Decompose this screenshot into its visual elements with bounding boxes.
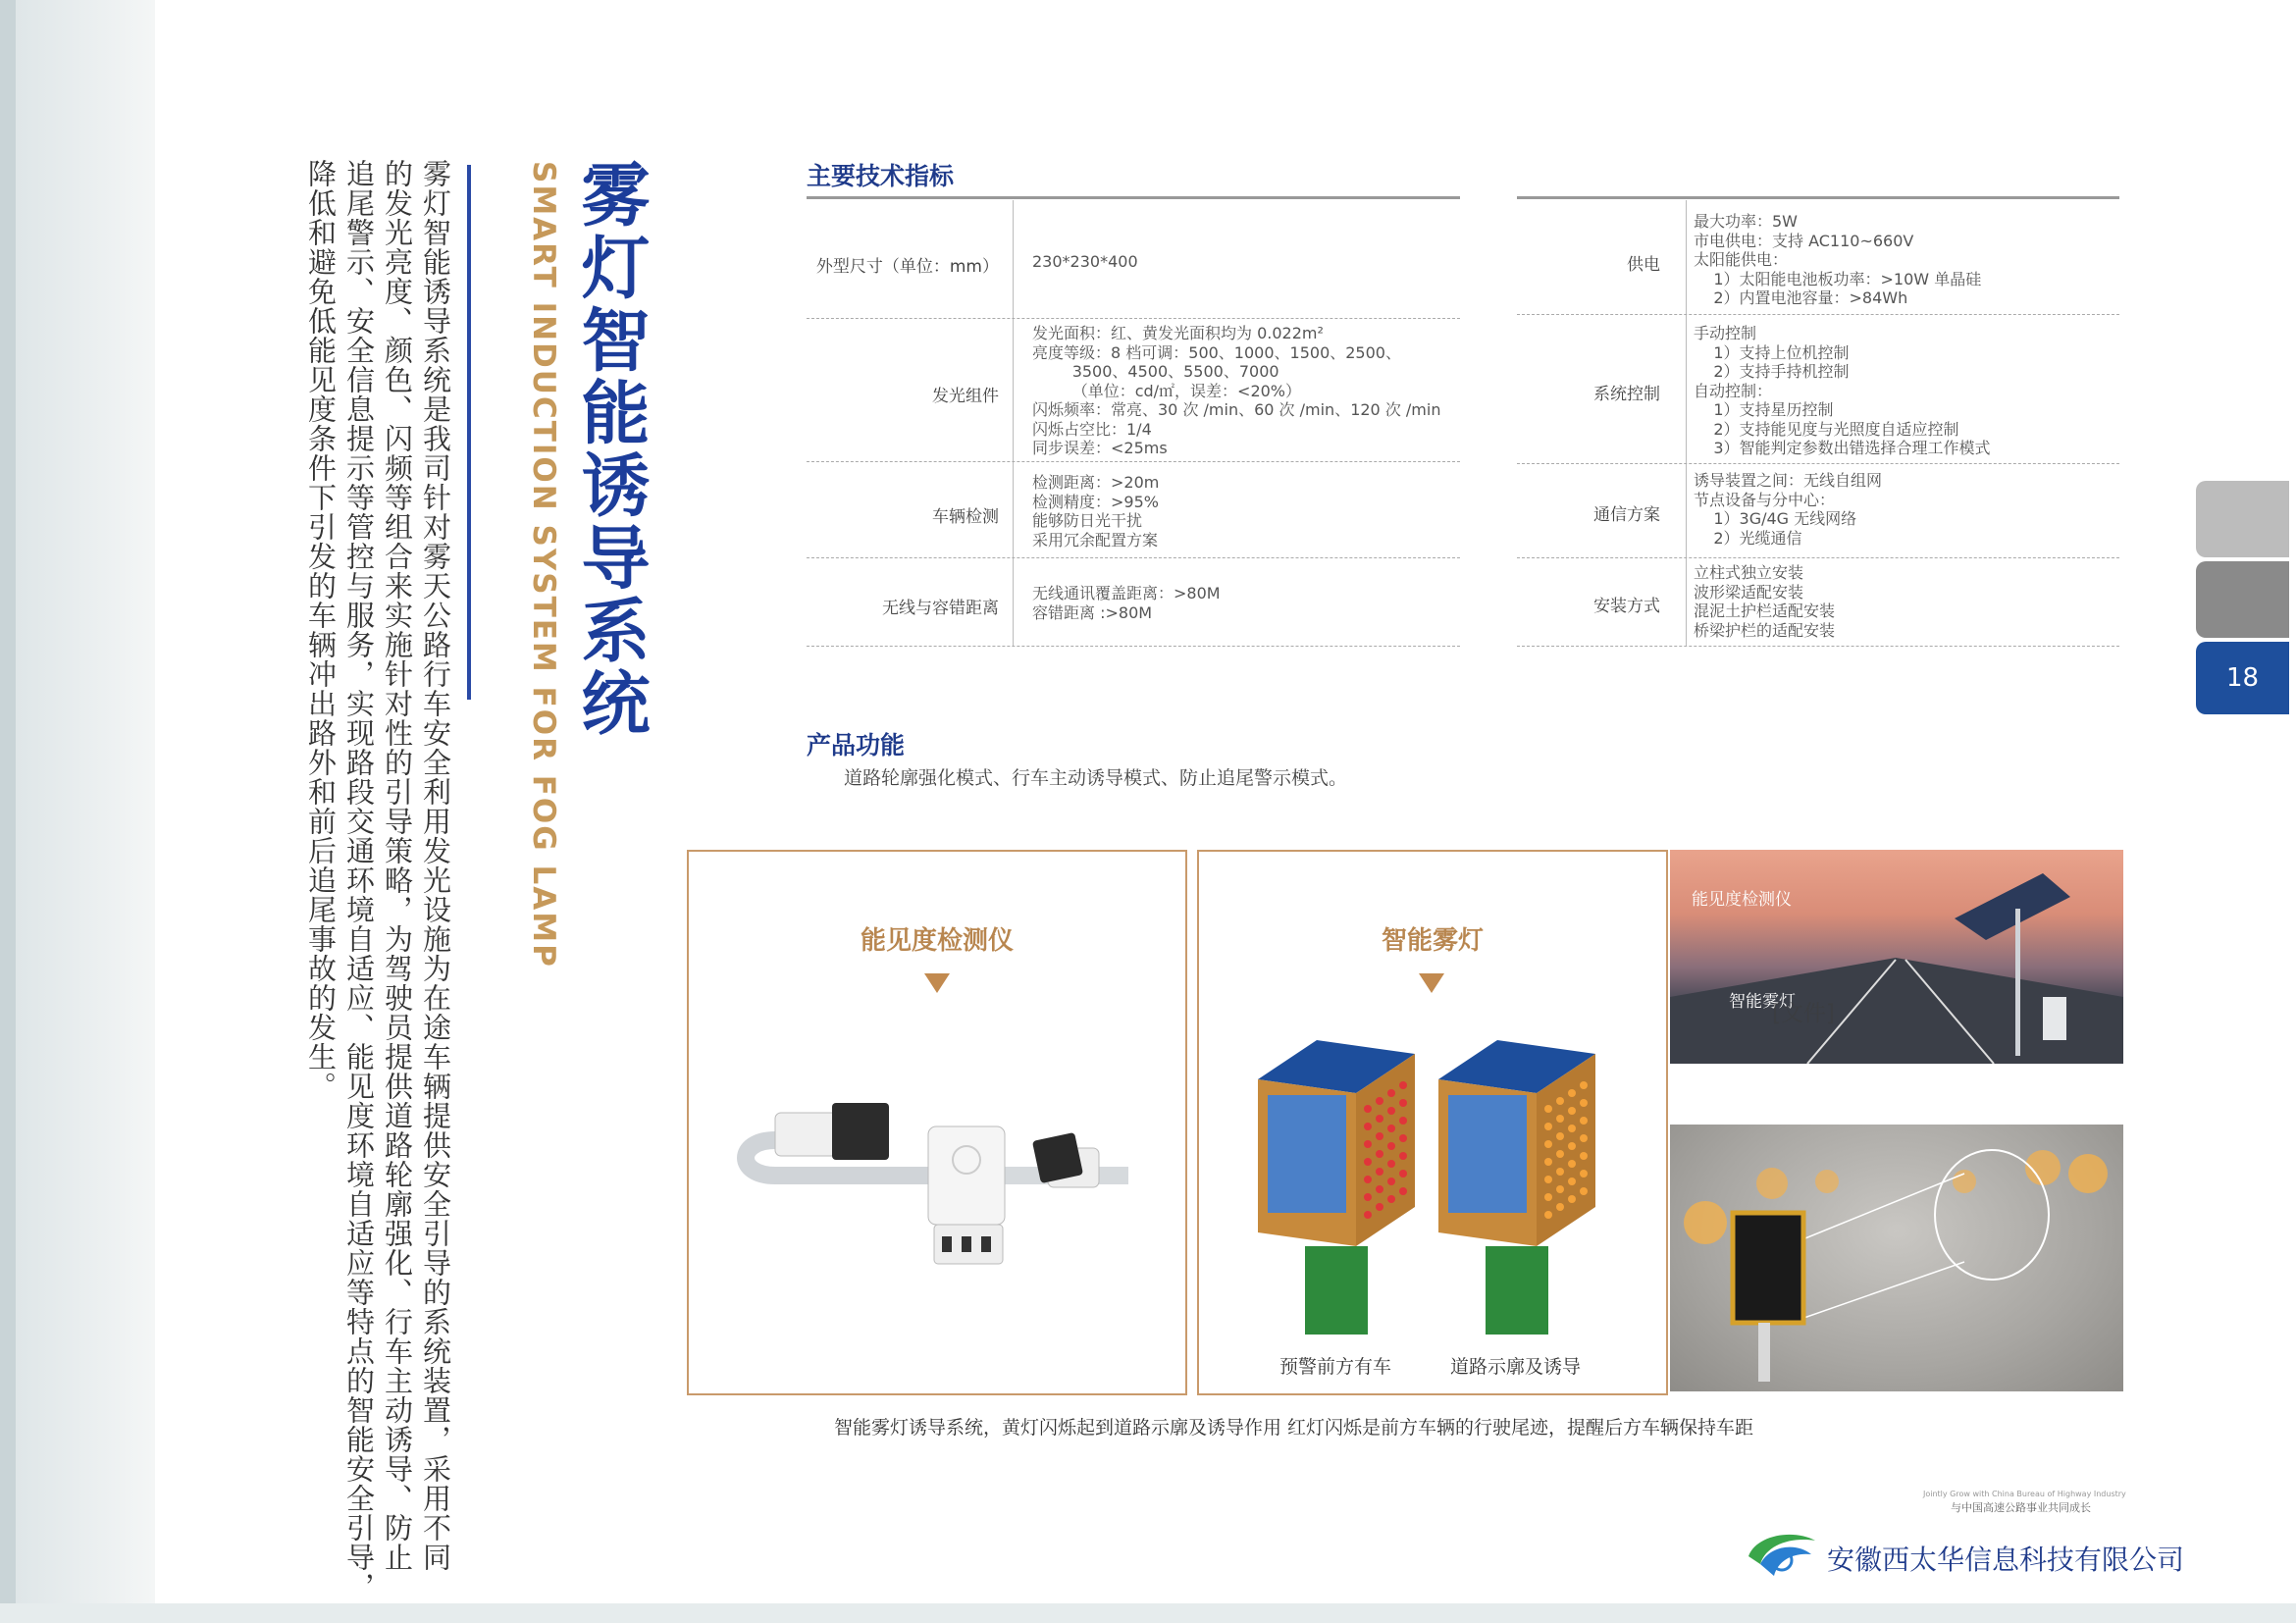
spec-value: 发光面积：红、黄发光面积均为 0.022m² 亮度等级：8 档可调：500、1000、1500、2500、 3500、4500、5500、7000 （单位：cd/㎡，误差：<20%） 闪烁频率：常亮、30 次 /min、60 次 /min、120 次 /min 闪烁占空比：1/4 同步误差：<25ms [1032, 324, 1441, 457]
spec-label: 外型尺寸（单位：mm） [815, 257, 999, 277]
description-line-4: 降低和避免低能见度条件下引发的车辆冲出路外和前后追尾事故的发生。 [304, 159, 338, 1101]
fog-scene [1670, 1125, 2123, 1391]
footer-english: Jointly Grow with China Bureau of Highway Industry [1923, 1490, 2126, 1498]
photo-watermark: [文件] [1772, 1001, 1835, 1026]
spec-label: 无线与容错距离 [882, 599, 999, 618]
roadside-photo [1670, 850, 2123, 1064]
specs-top-rule-left [807, 196, 1460, 199]
page-number: 18 [2196, 642, 2289, 714]
description-line-1: 雾灯智能诱导系统是我司针对雾天公路行车安全利用发光设施为在途车辆提供安全引导的系统装置，采用不同 [419, 159, 452, 1572]
spec-value: 检测距离：>20m 检测精度：>95% 能够防日光干扰 采用冗余配置方案 [1032, 473, 1160, 550]
visibility-detector-illustration [716, 1079, 1148, 1295]
spec-label: 安装方式 [1593, 597, 1660, 616]
section-tab[interactable] [2196, 561, 2289, 638]
spec-label: 通信方案 [1593, 505, 1660, 525]
bottom-caption: 智能雾灯诱导系统，黄灯闪烁起到道路示廓及诱导作用 红灯闪烁是前方车辆的行驶尾迹，提醒后方车辆保持车距 [834, 1417, 1754, 1439]
spec-label: 发光组件 [932, 387, 999, 406]
title-divider [467, 165, 471, 700]
lamp-caption-right: 道路示廓及诱导 [1450, 1356, 1582, 1378]
title-chinese: 雾灯智能诱导系统 [570, 159, 651, 740]
description-line-2: 的发光亮度、颜色、闪频等组合来实施针对性的引导策略，为驾驶员提供道路轮廓强化、行车主动诱导、防止 [381, 159, 414, 1572]
foglamp-title: 智能雾灯 [1381, 926, 1484, 956]
detector-panel [687, 850, 1187, 1395]
spec-value: 手动控制 1）支持上位机控制 2）支持手持机控制 自动控制： 1）支持星历控制 2）支持能见度与光照度自适应控制 3）智能判定参数出错选择合理工作模式 [1694, 324, 1991, 457]
company-name: 安徽西太华信息科技有限公司 [1827, 1544, 2185, 1576]
down-arrow-icon [1419, 973, 1444, 993]
spec-value: 无线通讯覆盖距离：>80M 容错距离 :>80M [1032, 584, 1221, 622]
roadside-scene [1670, 850, 2123, 1064]
company-logo-icon [1743, 1527, 1821, 1582]
title-english: SMART INDUCTION SYSTEM FOR FOG LAMP [526, 161, 561, 969]
spec-value: 诱导装置之间：无线自组网 节点设备与分中心： 1）3G/4G 无线网络 2）光缆通信 [1694, 471, 1883, 548]
spec-label: 供电 [1627, 255, 1660, 275]
footer-slogan: 与中国高速公路事业共同成长 [1951, 1501, 2091, 1514]
spec-value: 230*230*400 [1032, 252, 1138, 271]
specs-heading: 主要技术指标 [807, 162, 955, 190]
description-line-3: 追尾警示、安全信息提示等管控与服务，实现路段交通环境自适应、能见度环境自适应等特点的智能安全引导， [342, 159, 376, 1601]
spec-label: 车辆检测 [932, 507, 999, 527]
down-arrow-icon [924, 973, 950, 993]
scan-edge [0, 0, 16, 1623]
function-text: 道路轮廓强化模式、行车主动诱导模式、防止追尾警示模式。 [844, 767, 1348, 789]
fog-photo [1670, 1125, 2123, 1391]
spec-label: 系统控制 [1593, 385, 1660, 404]
lamp-caption-left: 预警前方有车 [1279, 1356, 1392, 1378]
spec-value: 立柱式独立安装 波形梁适配安装 混泥土护栏适配安装 桥梁护栏的适配安装 [1694, 563, 1836, 640]
foglamp-panel [1197, 850, 1668, 1395]
specs-top-rule-right [1517, 196, 2119, 199]
detector-title: 能见度检测仪 [860, 926, 1014, 956]
photo-label-foglamp: 智能雾灯 [1729, 992, 1796, 1012]
scan-bottom-edge [0, 1603, 2296, 1623]
function-heading: 产品功能 [807, 731, 906, 759]
spec-value: 最大功率：5W 市电供电：支持 AC110~660V 太阳能供电： 1）太阳能电池板功率：>10W 单晶硅 2）内置电池容量：>84Wh [1694, 212, 1982, 307]
fog-lamp-red-illustration [1258, 1040, 1415, 1335]
fog-lamp-yellow-illustration [1438, 1040, 1595, 1335]
scan-shadow [16, 0, 155, 1623]
photo-label-detector: 能见度检测仪 [1692, 890, 1792, 910]
section-tab[interactable] [2196, 481, 2289, 557]
